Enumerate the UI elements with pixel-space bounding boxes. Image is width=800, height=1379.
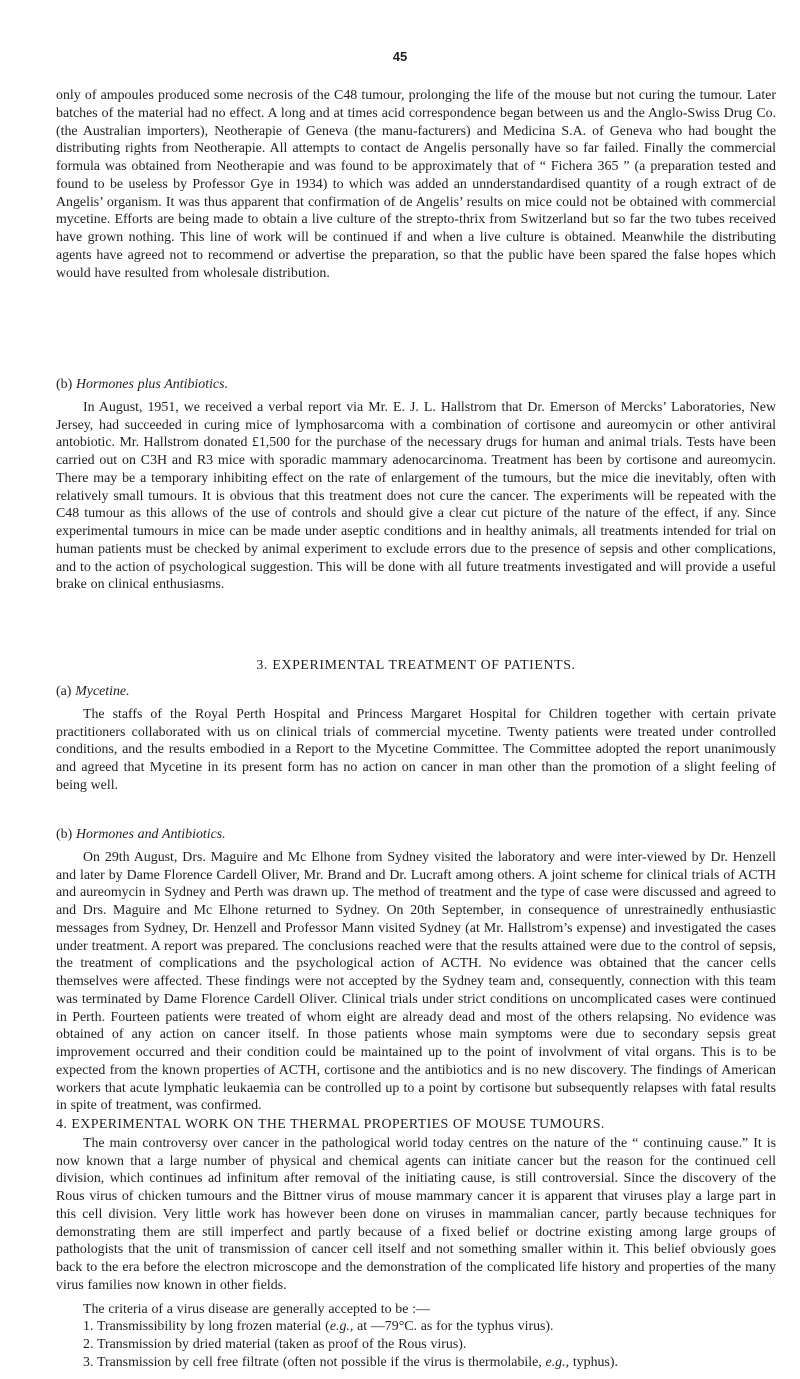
section-b1-paragraph: In August, 1951, we received a verbal report via Mr. E. J. L. Hallstrom that Dr. Emerson of Mercks’ Laboratories, New Jersey, had succeeded in curing mice of lymphosarcoma with a combination of cortisone and aureomycin or other antiviral antobiotic. Mr. Hallstrom donated £1,500 for the purchase of the necessary drugs for human and animal trials. Tests have been carried out on C3H and R3 mice with sporadic mammary adenocarcinoma. Treatment has been by cortisone and aureomycin. There may be a temporary inhibiting effect on the rate of enlargement of the tumours, but the mice die inevitably, often with relatively small tumours. It is obvious that this treatment does not cure the cancer. The experiments will be repeated with the C48 tumour as this allows of the use of controls and should give a clear cut picture of the nature of the effect, if any. Since experimental tumours in mice can be made under aseptic conditions and in healthy animals, all treatments intended for trial on human patients must be checked by animal experiment to exclude errors due to the presence of sepsis and other complications, and to the action of psychological suggestion. This will be done with all future treatments investigated and will provide a useful brake on clinical enthusiasms. [56, 399, 776, 593]
criteria-number: 1. [83, 1319, 94, 1335]
section-3 [56, 657, 776, 675]
criteria-text: Transmissibility by long frozen material ( [96, 1319, 330, 1335]
section-4-heading: 4. EXPERIMENTAL WORK ON THE THERMAL PROPERTIES OF MOUSE TUMOURS. [56, 1117, 605, 1132]
section-3b-heading [56, 826, 776, 844]
section-4 [56, 1116, 776, 1372]
section-3b-paragraph: On 29th August, Drs. Maguire and Mc Elhone from Sydney visited the laboratory and were inter-viewed by Dr. Henzell and later by Dame Florence Cardell Oliver, Mr. Brand and Dr. Lucraft among others. A joint scheme for clinical trials of ACTH and aureomycin in Sydney and Perth was drawn up. The method of treatment and the type of case were discussed and agreed to and Drs. Maguire and Mc Elhone returned to Sydney. On 20th September, in consequence of unrestrainedly enthusiastic messages from Sydney, Dr. Henzell and Professor Mann visited Sydney (at Mr. Hallstrom’s expense) and investigated the cases under treatment. A report was prepared. The conclusions reached were that the results attained were due to the control of sepsis, the treatment of complications and the psychological action of ACTH. No evidence was obtained that the cancer cells themselves were affected. These findings were not accepted by the Sydney team and, consequently, connection with this team was terminated by Dame Florence Cardell Oliver. Clinical trials under strict conditions on uncomplicated cases were continued in Perth. Fourteen patients were treated of whom eight are already dead and most of the others relapsing. No evidence was obtained of any action on cancer itself. In those patients whose main symptoms were due to secondary sepsis great improvement occurred and their condition could be maintained up to the point of involvment of vital organs. This is to be expected from the known properties of ACTH, cortisone and the antibiotics and is no new discovery. The findings of American workers that acute lymphatic leukaemia can be controlled up to a point by cortisone but subsequently relapses with fatal results in spite of treatment, was confirmed. [56, 849, 776, 1114]
section-b1-title: Hormones plus Antibiotics. [75, 377, 228, 392]
section-b1-label: (b) [56, 377, 73, 392]
criteria-item [56, 1354, 776, 1372]
intro-paragraph: only of ampoules produced some necrosis of the C48 tumour, prolonging the life of the mouse but not curing the tumour. Later batches of the material had no effect. A long and at times acid correspondence began between us and the Anglo-Swiss Drug Co. (the Australian importers), Neotherapie of Geneva (the manu-facturers) and Medicina S.A. of Geneva who had bought the distributing rights from Neotherapie. All attempts to contact de Angelis personally have so far failed. Finally the commercial formula was obtained from Neotherapie and was found to be approximately that of “ Fichera 365 ” (a preparation tested and found to be useless by Professor Gye in 1934) to which was added an unnderstandardised quantity of a rough extract of de Angelis’ organism. It was thus apparent that confirmation of de Angelis’ results on mice could not be obtained with commercial mycetine. Efforts are being made to obtain a live culture of the strepto-thrix from Switzerland but so far the two tubes received have grown nothing. This line of work will be continued if and when a live culture is obtained. Meanwhile the distributing agents have agreed not to recommend or advertise the preparation, so that the public have been spared the false hopes which would have resulted from wholesale distribution. [56, 88, 776, 281]
section-3-heading: 3. EXPERIMENTAL TREATMENT OF PATIENTS. [256, 658, 576, 673]
criteria-number: 3. [83, 1354, 94, 1370]
criteria-text-after: typhus). [569, 1354, 618, 1370]
criteria-intro: The criteria of a virus disease are generally accepted to be :— [83, 1301, 430, 1317]
section-3a-paragraph: The staffs of the Royal Perth Hospital and Princess Margaret Hospital for Children together with certain private practitioners collaborated with us on clinical trials of commercial mycetine. Twenty patients were treated under controlled conditions, and the results embodied in a Report to the Mycetine Committee. The Committee adopted the report unanimously and agreed that Mycetine in its present form has no action on cancer in man other than the promotion of a slight feeling of being well. [56, 706, 776, 793]
criteria-list [56, 1318, 776, 1371]
section-3b-hormones-and-antibiotics [56, 826, 776, 1115]
section-3a-title: Mycetine. [75, 684, 130, 699]
section-b1-heading [56, 376, 776, 394]
criteria-number: 2. [83, 1337, 94, 1352]
intro-section [56, 87, 776, 282]
section-4-paragraph: The main controversy over cancer in the pathological world today centres on the nature of the “ continuing cause.” It is now known that a large number of physical and chemical agents can initiate cancer but the reason for the continued cell division, which continues ad infinitum after removal of the initiating cause, is still controversial. Since the discovery of the Rous virus of chicken tumours and the Bittner virus of mouse mammary cancer it is apparent that viruses play a large part in this cell division. Very little work has however been done on viruses in mammalian cancer, partly because techniques for demonstrating them are still imperfect and partly because of a fixed belief or doctrine existing among large groups of pathologists that the unit of transmission of cancer cell itself and not something smaller within it. This belief obviously goes back to the era before the electron microscope and the demonstration of the complicated life history and properties of the many virus families now known in other fields. [56, 1135, 776, 1293]
section-3a-heading [56, 683, 776, 701]
criteria-text-after: at —79°C. as for the typhus virus). [353, 1319, 554, 1335]
section-3b-title: Hormones and Antibiotics. [75, 827, 226, 842]
criteria-item [56, 1336, 776, 1354]
page-number: 45 [392, 49, 408, 64]
section-3b-label: (b) [56, 827, 73, 842]
section-3a-label: (a) [56, 684, 72, 699]
criteria-emphasis: e.g., [545, 1354, 570, 1370]
section-3a-mycetine [56, 683, 776, 795]
section-b1-hormones-plus-antibiotics [56, 376, 776, 594]
criteria-text: Transmission by cell free filtrate (often not possible if the virus is thermolabile, [96, 1354, 546, 1370]
criteria-item [56, 1318, 776, 1336]
criteria-text: Transmission by dried material (taken as proof of the Rous virus). [96, 1337, 467, 1352]
criteria-emphasis: e.g., [329, 1319, 354, 1335]
